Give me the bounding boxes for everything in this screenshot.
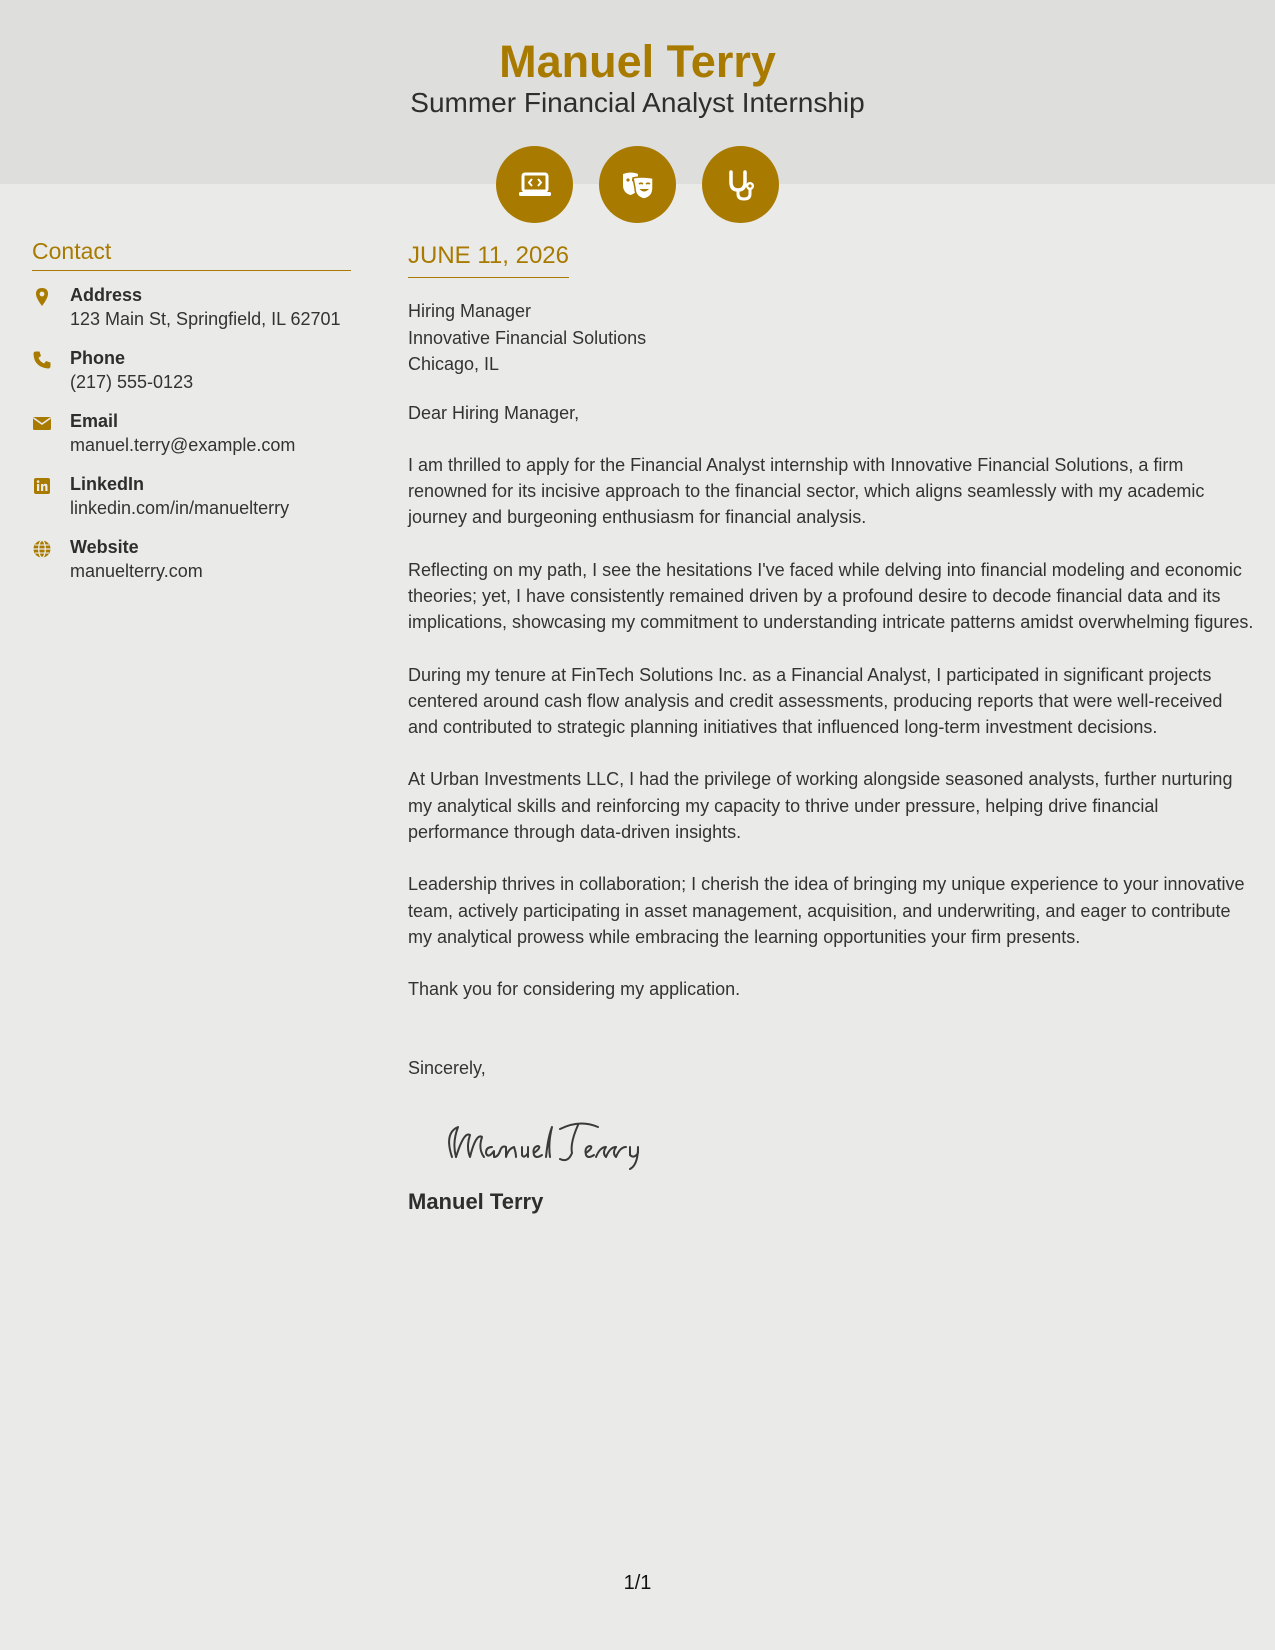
contact-value: 123 Main St, Springfield, IL 62701 — [70, 309, 341, 329]
handwritten-signature — [430, 1113, 1254, 1171]
contact-phone — [32, 346, 351, 409]
contact-list — [32, 283, 351, 598]
contact-value: (217) 555-0123 — [70, 372, 194, 392]
contact-label: LinkedIn — [70, 474, 145, 494]
globe-icon — [32, 535, 70, 598]
signer-name: Manuel Terry — [408, 1188, 544, 1214]
contact-address — [32, 283, 351, 346]
contact-label: Address — [70, 285, 143, 305]
salutation: Dear Hiring Manager, — [408, 402, 580, 423]
letter-date: JUNE 11, 2026 — [408, 240, 569, 278]
stethoscope-icon — [702, 146, 779, 223]
contact-label: Website — [70, 537, 139, 557]
applicant-name: Manuel Terry — [499, 36, 776, 87]
envelope-icon — [32, 409, 70, 472]
letter-body — [408, 240, 1254, 1215]
contact-value: manuelterry.com — [70, 561, 203, 581]
contact-heading: Contact — [32, 236, 351, 271]
recipient-line: Chicago, IL — [408, 354, 500, 374]
phone-icon — [32, 346, 70, 409]
laptop-code-icon — [496, 146, 573, 223]
map-pin-icon — [32, 283, 70, 346]
contact-label: Email — [70, 411, 119, 431]
letter-paragraph: At Urban Investments LLC, I had the privilege of working alongside seasoned analysts, further nurturing my analytical skills and reinforcing my capacity to thrive under pressure, helping drive financial performance through data-driven insights. — [408, 769, 1233, 843]
contact-email — [32, 409, 351, 472]
letter-paragraph: Thank you for considering my application. — [408, 979, 741, 1000]
sidebar — [32, 236, 351, 598]
theater-masks-icon — [599, 146, 676, 223]
letter-paragraph: Leadership thrives in collaboration; I cherish the idea of bringing my unique experience to your innovative team, actively participating in asset management, acquisition, and underwriting, and eager to contribute my analytical prowess while embracing the learning opportunities your firm presents. — [408, 874, 1245, 947]
contact-value: manuel.terry@example.com — [70, 435, 296, 455]
contact-label: Phone — [70, 348, 126, 368]
recipient-line: Hiring Manager — [408, 301, 532, 321]
interest-icons — [496, 146, 779, 223]
letter-paragraph: During my tenure at FinTech Solutions Inc. as a Financial Analyst, I participated in significant projects centered around cash flow analysis and credit assessments, producing reports that were well-received and contributed to strategic planning initiatives that influenced long-term investment decisions. — [408, 664, 1223, 738]
letter-paragraph: I am thrilled to apply for the Financial Analyst internship with Innovative Financial Solutions, a firm renowned for its incisive approach to the financial sector, which aligns seamlessly with my academic journey and burgeoning enthusiasm for financial analysis. — [408, 454, 1205, 528]
contact-linkedin — [32, 472, 351, 535]
contact-website — [32, 535, 351, 598]
job-title: Summer Financial Analyst Internship — [410, 87, 865, 118]
letter-paragraph: Reflecting on my path, I see the hesitations I've faced while delving into financial modeling and economic theories; yet, I have consistently remained driven by a profound desire to decode financial data and its implications, showcasing my commitment to understanding intricate patterns amidst overwhelming figures. — [408, 559, 1254, 633]
closing: Sincerely, — [408, 1057, 486, 1078]
recipient-line: Innovative Financial Solutions — [408, 327, 647, 348]
linkedin-icon — [32, 472, 70, 535]
recipient-block — [408, 298, 1254, 378]
page-number: 1/1 — [623, 1572, 652, 1594]
contact-value: linkedin.com/in/manuelterry — [70, 498, 290, 518]
